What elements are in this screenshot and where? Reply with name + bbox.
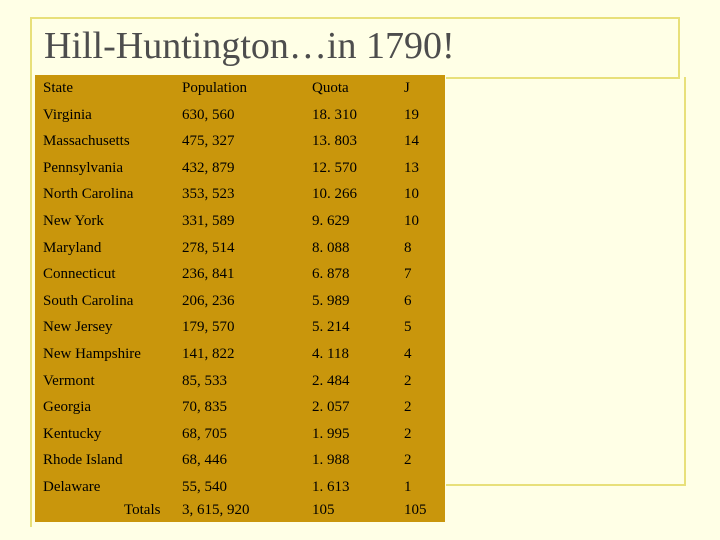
table-row — [35, 474, 445, 501]
population-cell: 141, 822 — [182, 346, 235, 362]
quota-cell: 4. 118 — [312, 346, 349, 362]
j-cell: 7 — [404, 266, 412, 283]
state-cell: North Carolina — [43, 186, 134, 203]
totals-row — [0, 500, 450, 520]
j-cell: 2 — [404, 425, 412, 442]
quota-cell: 1. 613 — [312, 479, 350, 495]
totals-j: 105 — [404, 502, 427, 518]
state-cell: Delaware — [43, 479, 101, 495]
state-cell: Maryland — [43, 239, 102, 256]
table-row — [35, 394, 445, 421]
table-header-row — [35, 75, 445, 102]
j-cell: 19 — [404, 106, 419, 123]
quota-cell: 13. 803 — [312, 133, 357, 150]
header-population: Population — [182, 80, 248, 96]
state-cell: Georgia — [43, 399, 92, 416]
apportionment-table — [35, 75, 445, 522]
quota-cell: 1. 995 — [312, 425, 350, 442]
population-cell: 432, 879 — [182, 159, 235, 176]
population-cell: 206, 236 — [182, 292, 235, 309]
table-row — [35, 128, 445, 155]
state-cell: New York — [43, 213, 104, 229]
table-row — [35, 181, 445, 208]
j-cell: 2 — [404, 452, 412, 469]
population-cell: 353, 523 — [182, 186, 235, 203]
j-cell: 4 — [404, 346, 412, 362]
frame-line-right — [678, 17, 680, 77]
quota-cell: 18. 310 — [312, 106, 357, 123]
table-row — [35, 314, 445, 341]
state-cell: Connecticut — [43, 266, 116, 283]
quota-cell: 10. 266 — [312, 186, 357, 203]
table-row — [35, 208, 445, 235]
header-state: State — [43, 80, 73, 96]
table-row — [35, 102, 445, 129]
slide-title: Hill-Huntington…in 1790! — [44, 25, 455, 67]
totals-label: Totals — [124, 502, 161, 518]
population-cell: 68, 446 — [182, 452, 227, 469]
state-cell: Massachusetts — [43, 133, 130, 150]
table-row — [35, 155, 445, 182]
state-cell: Rhode Island — [43, 452, 123, 469]
state-cell: Pennsylvania — [43, 159, 123, 176]
j-cell: 13 — [404, 159, 419, 176]
quota-cell: 12. 570 — [312, 159, 357, 176]
quota-cell: 5. 989 — [312, 292, 350, 309]
population-cell: 68, 705 — [182, 425, 227, 442]
j-cell: 6 — [404, 292, 412, 309]
j-cell: 2 — [404, 399, 412, 416]
table-row — [35, 288, 445, 315]
j-cell: 10 — [404, 186, 419, 203]
j-cell: 1 — [404, 479, 412, 495]
state-cell: New Jersey — [43, 319, 113, 336]
table-row — [35, 341, 445, 368]
frame-line-bottom — [446, 484, 686, 486]
j-cell: 10 — [404, 213, 419, 229]
state-cell: Virginia — [43, 106, 92, 123]
quota-cell: 2. 484 — [312, 372, 350, 389]
quota-cell: 2. 057 — [312, 399, 350, 416]
population-cell: 70, 835 — [182, 399, 227, 416]
frame-line-right-lower — [684, 77, 686, 486]
quota-cell: 1. 988 — [312, 452, 350, 469]
population-cell: 331, 589 — [182, 213, 235, 229]
frame-line-left — [30, 17, 32, 527]
quota-cell: 6. 878 — [312, 266, 350, 283]
frame-line-middle — [446, 77, 680, 79]
population-cell: 55, 540 — [182, 479, 227, 495]
header-quota: Quota — [312, 80, 349, 96]
table-row — [35, 447, 445, 474]
quota-cell: 5. 214 — [312, 319, 350, 336]
j-cell: 14 — [404, 133, 419, 150]
population-cell: 85, 533 — [182, 372, 227, 389]
totals-population: 3, 615, 920 — [182, 502, 250, 518]
frame-line-top — [30, 17, 680, 19]
state-cell: South Carolina — [43, 292, 134, 309]
j-cell: 8 — [404, 239, 412, 256]
population-cell: 236, 841 — [182, 266, 235, 283]
population-cell: 179, 570 — [182, 319, 235, 336]
table-row — [35, 235, 445, 262]
header-j: J — [404, 80, 410, 96]
state-cell: New Hampshire — [43, 346, 141, 362]
totals-quota: 105 — [312, 502, 335, 518]
j-cell: 5 — [404, 319, 412, 336]
j-cell: 2 — [404, 372, 412, 389]
table-row — [35, 368, 445, 395]
population-cell: 278, 514 — [182, 239, 235, 256]
quota-cell: 8. 088 — [312, 239, 350, 256]
state-cell: Kentucky — [43, 425, 102, 442]
population-cell: 630, 560 — [182, 106, 235, 123]
table-row — [35, 261, 445, 288]
state-cell: Vermont — [43, 372, 95, 389]
population-cell: 475, 327 — [182, 133, 235, 150]
table-row — [35, 421, 445, 448]
quota-cell: 9. 629 — [312, 213, 350, 229]
